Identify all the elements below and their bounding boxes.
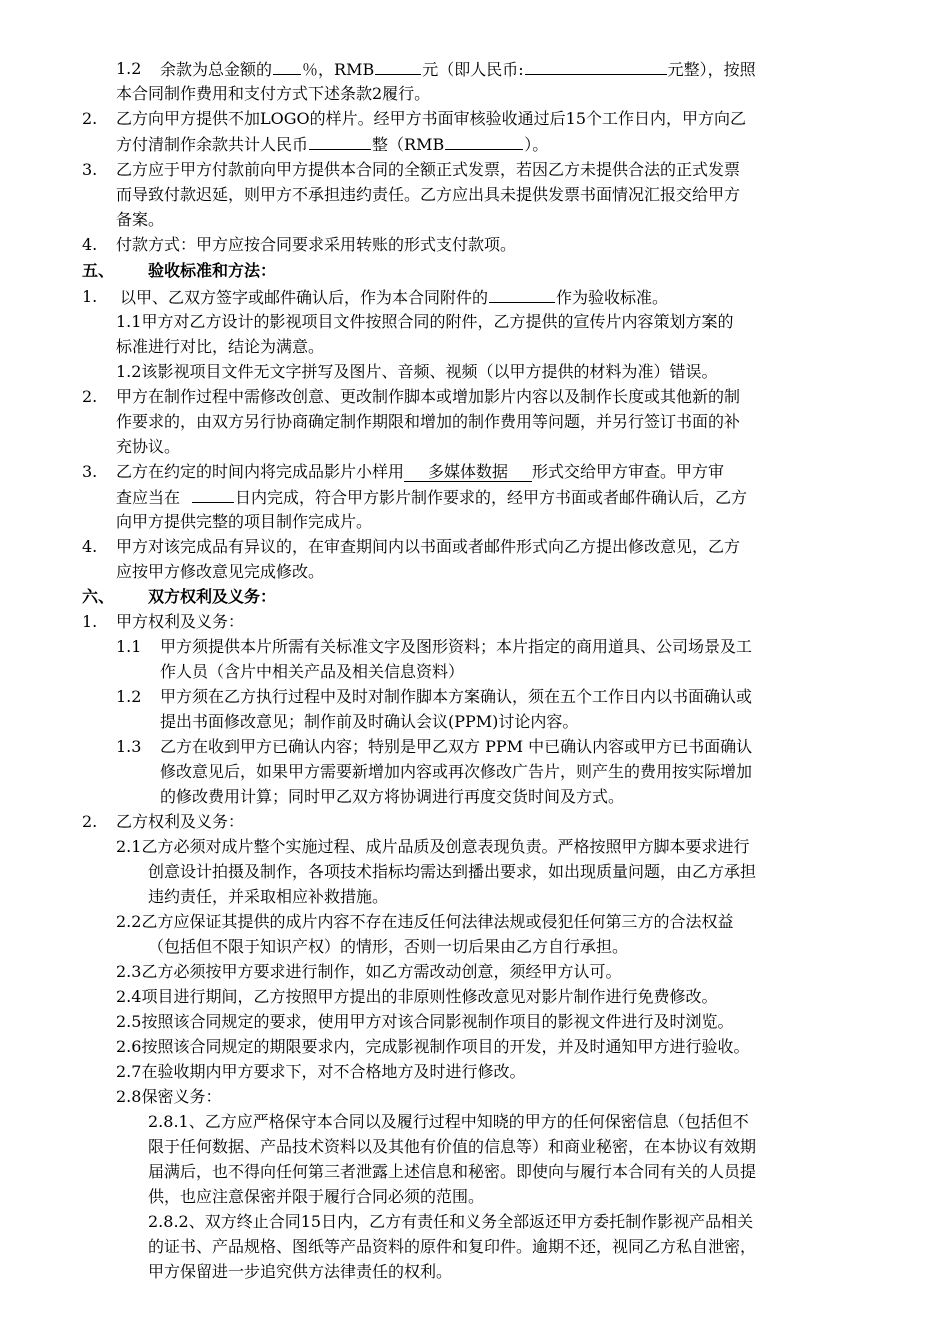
clause-line: 乙方权利及义务： xyxy=(116,812,245,831)
clause-line: 乙方在约定的时间内将完成品影片小样用 多媒体数据 形式交给甲方审查。甲方审 xyxy=(116,462,725,481)
section-title: 双方权利及义务： xyxy=(148,587,277,606)
clause-line: 提出书面修改意见；制作前及时确认会议(PPM)讨论内容。 xyxy=(160,712,579,731)
clause-line: 甲方在制作过程中需修改创意、更改制作脚本或增加影片内容以及制作长度或其他新的制 xyxy=(116,387,741,406)
clause-line: 作人员（含片中相关产品及相关信息资料） xyxy=(160,662,465,681)
clause-line: 乙方向甲方提供不加LOGO的样片。经甲方书面审核验收通过后15个工作日内，甲方向乙 xyxy=(116,109,747,128)
clause-line: 而导致付款迟延，则甲方不承担违约责任。乙方应出具未提供发票书面情况汇报交给甲方 xyxy=(116,185,741,204)
blank-days xyxy=(192,484,234,503)
clause-line: 甲方须提供本片所需有关标准文字及图形资料；本片指定的商用道具、公司场景及工 xyxy=(160,637,753,656)
clause-line: 违约责任，并采取相应补救措施。 xyxy=(148,887,389,906)
clause-line: 标准进行对比，结论为满意。 xyxy=(116,337,325,356)
clause-number: 2. xyxy=(82,387,98,406)
clause-number: 1.2 xyxy=(116,687,142,706)
clause-line: 向甲方提供完整的项目制作完成片。 xyxy=(116,512,373,531)
underlined-format: 多媒体数据 xyxy=(404,462,532,482)
clause-line: 乙方应于甲方付款前向甲方提供本合同的全额正式发票，若因乙方未提供合法的正式发票 xyxy=(116,160,741,179)
clause-line: 的修改费用计算；同时甲乙双方将协调进行再度交货时间及方式。 xyxy=(160,787,625,806)
clause-line: 2.8.1、乙方应严格保守本合同以及履行过程中知晓的甲方的任何保密信息（包括但不 xyxy=(148,1112,749,1131)
clause-line: 创意设计拍摄及制作，各项技术指标均需达到播出要求，如出现质量问题，由乙方承担 xyxy=(148,862,757,881)
blank-rmb-amount xyxy=(445,131,523,150)
clause-line: 乙方在收到甲方已确认内容；特别是甲乙双方 PPM 中已确认内容或甲方已书面确认 xyxy=(160,737,753,756)
clause-line: 方付清制作余款共计人民币 整（RMB ）。 xyxy=(116,131,548,157)
clause-number: 4. xyxy=(82,537,98,556)
clause-line: 甲方权利及义务： xyxy=(116,612,245,631)
clause-number: 1. xyxy=(82,287,98,306)
clause-number: 1. xyxy=(82,612,98,631)
clause-line: 以甲、乙双方签字或邮件确认后，作为本合同附件的 作为验收标准。 xyxy=(120,284,668,310)
clause-line: 应按甲方修改意见完成修改。 xyxy=(116,562,325,581)
clause-number: 1.2 xyxy=(116,59,142,78)
clause-number: 3. xyxy=(82,160,98,179)
clause-number: 2. xyxy=(82,812,98,831)
clause-line: 供，也应注意保密并限于履行合同必须的范围。 xyxy=(148,1187,485,1206)
clause-line: 甲方对该完成品有异议的，在审查期间内以书面或者邮件形式向乙方提出修改意见，乙方 xyxy=(116,537,741,556)
section-title: 验收标准和方法： xyxy=(148,261,277,280)
clause-line: 备案。 xyxy=(116,210,165,229)
clause-number: 2. xyxy=(82,109,98,128)
clause-line: 查应当在 日内完成，符合甲方影片制作要求的，经甲方书面或者邮件确认后，乙方 xyxy=(116,484,747,510)
clause-number: 3. xyxy=(82,462,98,481)
blank-amount xyxy=(309,131,371,150)
clause-line: 充协议。 xyxy=(116,437,181,456)
section-number: 五、 xyxy=(82,261,115,280)
clause-number: 1.3 xyxy=(116,737,142,756)
clause-line: 作要求的，由双方另行协商确定制作期限和增加的制作费用等问题，并另行签订书面的补 xyxy=(116,412,741,431)
clause-line: 余款为总金额的 ％，RMB 元（即人民币: 元整），按照 xyxy=(160,56,756,82)
clause-line: 2.4项目进行期间，乙方按照甲方提出的非原则性修改意见对影片制作进行免费修改。 xyxy=(116,987,718,1006)
clause-line: 限于任何数据、产品技术资料以及其他有价值的信息等）和商业秘密，在本协议有效期 xyxy=(148,1137,757,1156)
clause-line: 付款方式：甲方应按合同要求采用转账的形式支付款项。 xyxy=(116,235,517,254)
clause-line: 届满后，也不得向任何第三者泄露上述信息和秘密。即使向与履行本合同有关的人员提 xyxy=(148,1162,757,1181)
clause-number: 1.1 xyxy=(116,637,142,656)
clause-line: 2.3乙方必须按甲方要求进行制作，如乙方需改动创意，须经甲方认可。 xyxy=(116,962,622,981)
clause-line: 2.5按照该合同规定的要求，使用甲方对该合同影视制作项目的影视文件进行及时浏览。 xyxy=(116,1012,734,1031)
clause-line: 甲方须在乙方执行过程中及时对制作脚本方案确认，须在五个工作日内以书面确认或 xyxy=(160,687,753,706)
clause-line: 2.7在验收期内甲方要求下，对不合格地方及时进行修改。 xyxy=(116,1062,526,1081)
clause-line: 1.1甲方对乙方设计的影视项目文件按照合同的附件，乙方提供的宣传片内容策划方案的 xyxy=(116,312,734,331)
clause-line: 修改意见后，如果甲方需要新增加内容或再次修改广告片，则产生的费用按实际增加 xyxy=(160,762,753,781)
clause-line: 2.8.2、双方终止合同15日内，乙方有责任和义务全部返还甲方委托制作影视产品相关 xyxy=(148,1212,754,1231)
clause-line: 本合同制作费用和支付方式下述条款2履行。 xyxy=(116,84,431,103)
blank-percent xyxy=(273,56,301,75)
blank-rmb xyxy=(375,56,421,75)
clause-line: 的证书、产品规格、图纸等产品资料的原件和复印件。逾期不还，视同乙方私自泄密， xyxy=(148,1237,757,1256)
blank-rmb-words xyxy=(525,56,667,75)
blank-attachment xyxy=(489,284,555,303)
clause-line: 1.2该影视项目文件无文字拼写及图片、音频、视频（以甲方提供的材料为准）错误。 xyxy=(116,362,718,381)
clause-number: 4. xyxy=(82,235,98,254)
clause-line: 甲方保留进一步追究供方法律责任的权利。 xyxy=(148,1262,453,1281)
clause-line: 2.8保密义务： xyxy=(116,1087,222,1106)
clause-line: 2.2乙方应保证其提供的成片内容不存在违反任何法律法规或侵犯任何第三方的合法权益 xyxy=(116,912,734,931)
clause-line: 2.6按照该合同规定的期限要求内，完成影视制作项目的开发，并及时通知甲方进行验收。 xyxy=(116,1037,750,1056)
section-number: 六、 xyxy=(82,587,115,606)
clause-line: （包括但不限于知识产权）的情形，否则一切后果由乙方自行承担。 xyxy=(148,937,629,956)
clause-line: 2.1乙方必须对成片整个实施过程、成片品质及创意表现负责。严格按照甲方脚本要求进行 xyxy=(116,837,750,856)
